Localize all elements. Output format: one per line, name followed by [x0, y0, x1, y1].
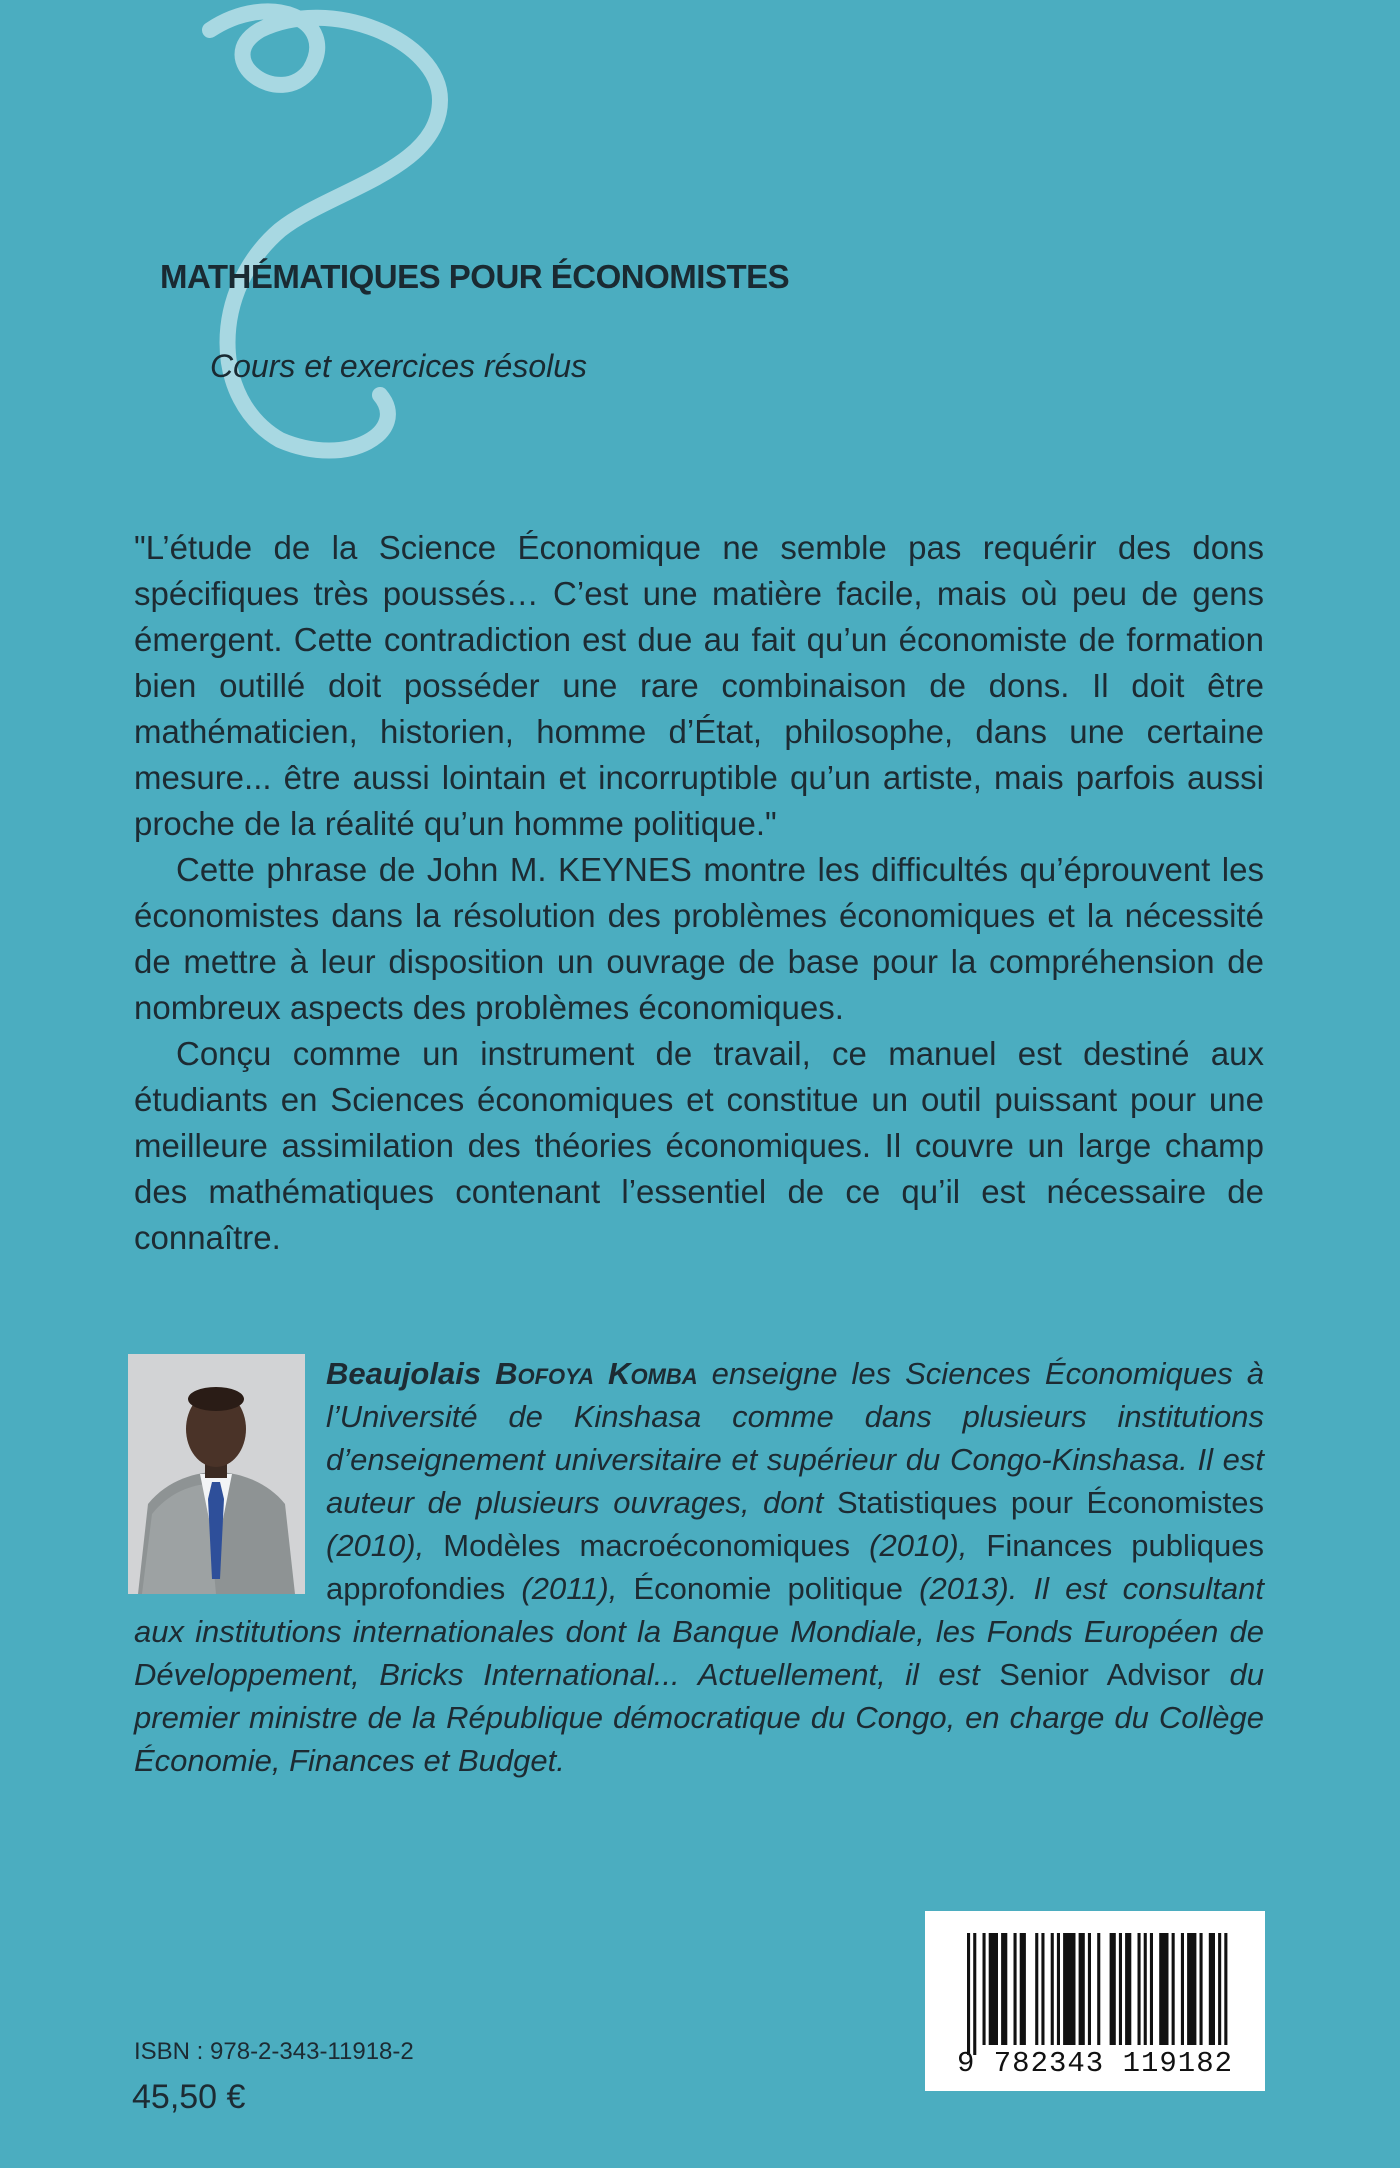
barcode-bar [967, 1933, 970, 2055]
keynes-quote: "L’étude de la Science Économique ne semble pas requérir des dons spécifiques très poussés… C’est une matière facile, mais où peu de gens émergent. Cette contradiction est due au fait qu’un économiste de formation bien outillé doit posséder une rare combinaison de dons. Il doit être mathématicien, historien, homme d’État, philosophe, dans une certaine mesure... être aussi lointain et incorruptible qu’un artiste, mais parfois aussi proche de la réalité qu’un homme politique." [134, 529, 1264, 842]
barcode-bar [1079, 1933, 1085, 2045]
barcode-bar [1209, 1933, 1215, 2045]
bio-text: du premier ministre de la République démocratique du Congo, en charge du Collège Économie, Finances et Budget. [134, 1657, 1264, 1778]
book-title: MATHÉMATIQUES POUR ÉCONOMISTES [160, 258, 790, 295]
barcode-bar [1172, 1933, 1175, 2045]
barcode-bar [1144, 1933, 1147, 2045]
barcode-bar [1125, 1933, 1131, 2045]
description-paragraph: Conçu comme un instrument de travail, ce manuel est destiné aux étudiants en Sciences économiques et constitue un outil puissant pour une meilleure assimilation des théories économiques. Il couvre un large champ des mathématiques contenant l’essentiel de ce qu’il est nécessaire de connaître. [134, 1035, 1264, 1256]
book-reference: Statistiques pour Économistes [837, 1485, 1264, 1520]
barcode-bar [1014, 1933, 1017, 2045]
barcode-bar [1020, 1933, 1026, 2045]
barcode-bar [983, 1933, 986, 2045]
barcode-bar [1150, 1933, 1153, 2045]
barcode-bar [1181, 1933, 1184, 2045]
bio-text: (2010), [326, 1528, 444, 1563]
barcode [925, 1911, 1265, 2091]
barcode-bar [1035, 1933, 1038, 2045]
barcode-bar [1138, 1933, 1141, 2045]
barcode-bar [1097, 1933, 1100, 2045]
barcode-bar [989, 1933, 998, 2045]
author-biography [134, 1352, 1264, 1782]
author-first-name: Beaujolais [326, 1356, 482, 1391]
bio-text: enseigne les Sciences Économiques à l’Université de Kinshasa comme dans plusieurs institutions d’enseignement universitaire et supérieur du Congo-Kinshasa. Il est auteur de plusieurs ouvrages, dont [326, 1356, 1264, 1520]
isbn: ISBN : 978-2-343-11918-2 [134, 2038, 414, 2065]
barcode-bar [973, 1933, 976, 2055]
author-last-name: Bofoya Komba [495, 1356, 698, 1391]
barcode-bar [1200, 1933, 1203, 2045]
barcode-bar [1218, 1933, 1221, 2045]
barcode-bar [1159, 1933, 1168, 2045]
description-paragraph: Cette phrase de John M. KEYNES montre les difficultés qu’éprouvent les économistes dans la résolution des problèmes économiques et la nécessité de mettre à leur disposition un ouvrage de base pour la compréhension de nombreux aspects des problèmes économiques. [134, 851, 1264, 1026]
barcode-bar [1001, 1933, 1007, 2045]
barcode-bar [1057, 1933, 1060, 2045]
publisher-swirl-logo [150, 0, 470, 480]
barcode-digits: 9 782343 119182 [956, 2047, 1234, 2080]
barcode-bar [1051, 1933, 1054, 2045]
book-reference: Finances publiques approfondies [326, 1528, 1264, 1606]
price: 45,50 € [132, 2078, 246, 2116]
bio-text: (2013). Il est consultant aux institutions internationales dont la Banque Mondiale, les Fonds Européen de Développement, Bricks International... Actuellement, il est [134, 1571, 1264, 1692]
book-reference: Économie politique [633, 1571, 903, 1606]
book-reference: Modèles macroéconomiques [443, 1528, 851, 1563]
barcode-bar [1063, 1933, 1075, 2045]
barcode-bar [1110, 1933, 1116, 2045]
back-cover-description [134, 525, 1264, 1261]
bio-text: (2010), [850, 1528, 987, 1563]
job-title: Senior Advisor [999, 1657, 1211, 1692]
bio-text: (2011), [505, 1571, 634, 1606]
book-subtitle: Cours et exercices résolus [210, 348, 588, 384]
barcode-bar [1224, 1933, 1227, 2045]
barcode-bar [1041, 1933, 1044, 2045]
barcode-bar [1088, 1933, 1091, 2045]
barcode-bar [1187, 1933, 1196, 2045]
barcode-bar [1119, 1933, 1122, 2045]
